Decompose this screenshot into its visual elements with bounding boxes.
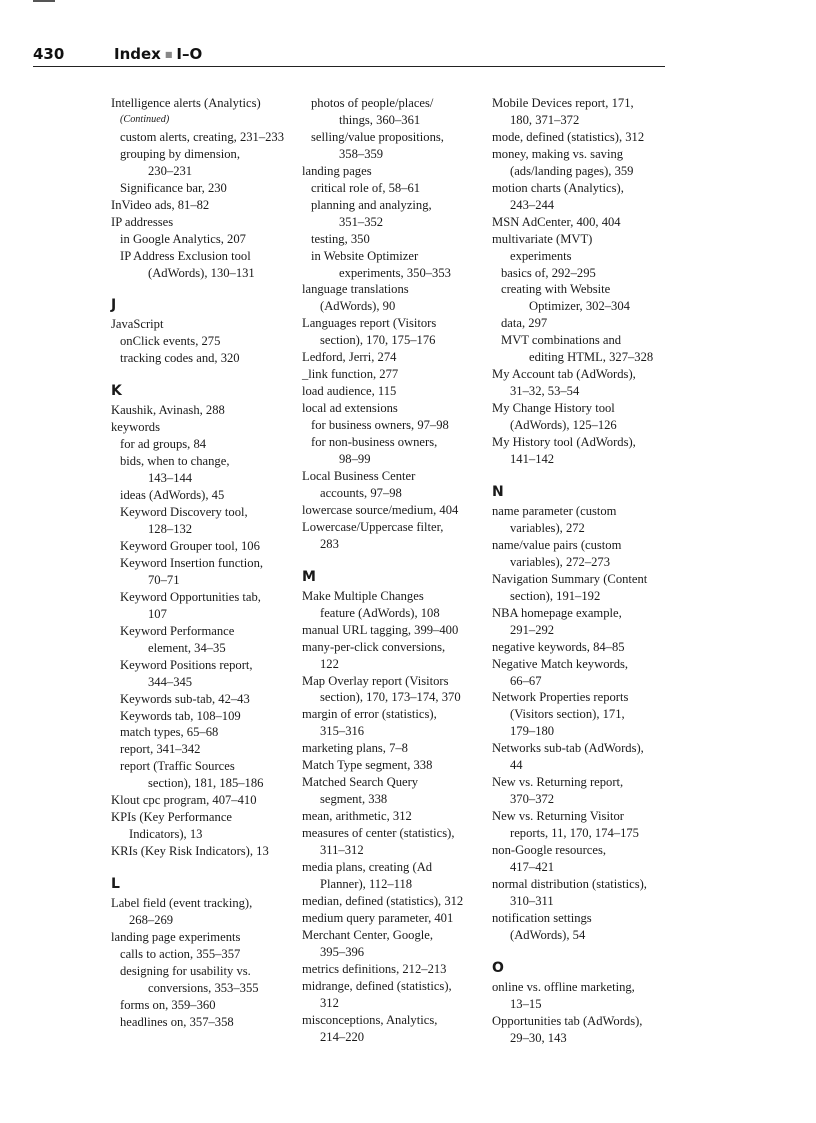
index-entry: load audience, 115 xyxy=(302,384,397,399)
index-entry: metrics definitions, 212–213 xyxy=(302,961,447,976)
index-entry: lowercase source/medium, 404 xyxy=(302,502,459,517)
index-entry: My Account tab (AdWords), xyxy=(492,367,636,382)
page-number: 430 xyxy=(33,45,65,63)
index-entry-continuation: accounts, 97–98 xyxy=(320,485,402,500)
index-entry: KPIs (Key Performance xyxy=(111,810,232,825)
index-entry: medium query parameter, 401 xyxy=(302,910,454,925)
index-entry-continuation: 66–67 xyxy=(510,673,542,688)
continued-note: (Continued) xyxy=(120,113,170,125)
index-subentry: Significance bar, 230 xyxy=(120,180,227,195)
index-entry: Map Overlay report (Visitors xyxy=(302,673,449,688)
index-entry: money, making vs. saving xyxy=(492,146,624,161)
index-entry: measures of center (statistics), xyxy=(302,826,455,841)
index-entry: mean, arithmetic, 312 xyxy=(302,809,412,824)
index-subentry: headlines on, 357–358 xyxy=(120,1014,234,1029)
index-entry: New vs. Returning report, xyxy=(492,775,624,790)
index-entry-continuation: 143–144 xyxy=(148,471,193,486)
index-entry: margin of error (statistics), xyxy=(302,707,437,722)
index-letter-heading: J xyxy=(111,297,117,314)
index-subentry: report, 341–342 xyxy=(120,742,201,757)
index-entry-continuation: 180, 371–372 xyxy=(510,112,580,127)
index-entry: Merchant Center, Google, xyxy=(302,927,433,942)
index-entry-continuation: Indicators), 13 xyxy=(129,827,203,842)
index-entry-continuation: 98–99 xyxy=(339,452,371,467)
index-subentry: Keyword Discovery tool, xyxy=(120,505,248,520)
index-entry-continuation: (AdWords), 90 xyxy=(320,299,396,314)
index-entry-continuation: editing HTML, 327–328 xyxy=(529,350,654,365)
index-entry-continuation: 417–421 xyxy=(510,859,555,874)
index-subentry: in Website Optimizer xyxy=(311,248,419,263)
index-entry: InVideo ads, 81–82 xyxy=(111,197,210,212)
index-subentry: critical role of, 58–61 xyxy=(311,180,421,195)
index-entry-continuation: 315–316 xyxy=(320,724,365,739)
index-letter-heading: L xyxy=(111,876,120,893)
index-entry: Navigation Summary (Content xyxy=(492,571,648,586)
index-entry: misconceptions, Analytics, xyxy=(302,1012,438,1027)
index-subentry: for non-business owners, xyxy=(311,435,438,450)
index-entry: Make Multiple Changes xyxy=(302,588,424,603)
index-entry-continuation: (AdWords), 54 xyxy=(510,927,586,942)
index-entry-continuation: 214–220 xyxy=(320,1029,365,1044)
index-subentry: selling/value propositions, xyxy=(311,129,444,144)
index-letter-heading: M xyxy=(302,568,316,585)
index-subentry: bids, when to change, xyxy=(120,454,230,469)
index-subentry: match types, 65–68 xyxy=(120,725,219,740)
index-entry-continuation: 370–372 xyxy=(510,792,555,807)
index-entry: marketing plans, 7–8 xyxy=(302,741,408,756)
index-entry-continuation: (Visitors section), 171, xyxy=(510,707,625,722)
index-entry: Opportunities tab (AdWords), xyxy=(492,1013,643,1028)
index-entry: JavaScript xyxy=(111,317,164,332)
index-subentry: planning and analyzing, xyxy=(311,197,432,212)
index-entry-continuation: 44 xyxy=(510,758,523,773)
index-entry: Network Properties reports xyxy=(492,690,629,705)
index-entry-continuation: (AdWords), 125–126 xyxy=(510,418,617,433)
index-entry: _link function, 277 xyxy=(302,367,399,382)
index-entry: Klout cpc program, 407–410 xyxy=(111,793,257,808)
index-entry-continuation: 291–292 xyxy=(510,622,555,637)
index-entry: manual URL tagging, 399–400 xyxy=(302,622,459,637)
index-entry-continuation: conversions, 353–355 xyxy=(148,980,259,995)
index-entry: KRIs (Key Risk Indicators), 13 xyxy=(111,844,269,859)
index-entry: notification settings xyxy=(492,910,592,925)
header-separator-icon: ■ xyxy=(164,50,173,59)
index-entry-continuation: Planner), 112–118 xyxy=(320,876,413,891)
index-entry: Ledford, Jerri, 274 xyxy=(302,350,397,365)
index-entry-continuation: experiments, 350–353 xyxy=(339,265,451,280)
index-subentry: calls to action, 355–357 xyxy=(120,946,241,961)
index-entry: New vs. Returning Visitor xyxy=(492,809,624,824)
index-entry-continuation: 358–359 xyxy=(339,146,384,161)
index-entry-continuation: reports, 11, 170, 174–175 xyxy=(510,826,639,841)
index-entry: name parameter (custom xyxy=(492,503,617,518)
index-column-1 xyxy=(111,95,291,1031)
index-subentry: photos of people/places/ xyxy=(311,96,434,110)
index-entry: IP addresses xyxy=(111,214,174,229)
index-subentry: data, 297 xyxy=(501,316,548,331)
index-entry: name/value pairs (custom xyxy=(492,537,622,552)
index-entry-continuation: feature (AdWords), 108 xyxy=(320,605,440,620)
index-letter-heading: K xyxy=(111,383,122,400)
index-entry-continuation: 29–30, 143 xyxy=(510,1030,567,1045)
index-entry: mode, defined (statistics), 312 xyxy=(492,129,645,144)
index-entry: My History tool (AdWords), xyxy=(492,435,636,450)
index-entry-continuation: Optimizer, 302–304 xyxy=(529,299,630,314)
index-entry-continuation: section), 191–192 xyxy=(510,588,601,603)
index-entry-continuation: segment, 338 xyxy=(320,792,388,807)
index-subentry: Keywords sub-tab, 42–43 xyxy=(120,691,250,706)
index-entry: Matched Search Query xyxy=(302,775,419,790)
index-subentry: tracking codes and, 320 xyxy=(120,351,240,366)
index-entry-continuation: 230–231 xyxy=(148,163,193,178)
index-subentry: custom alerts, creating, 231–233 xyxy=(120,129,285,144)
index-entry: MSN AdCenter, 400, 404 xyxy=(492,214,621,229)
index-subentry: for ad groups, 84 xyxy=(120,437,207,452)
index-subentry: for business owners, 97–98 xyxy=(311,418,449,433)
index-entry-continuation: 283 xyxy=(320,536,339,551)
index-entry-continuation: 31–32, 53–54 xyxy=(510,384,580,399)
index-entry-continuation: things, 360–361 xyxy=(339,112,421,127)
index-letter-heading: O xyxy=(492,959,504,976)
index-entry: motion charts (Analytics), xyxy=(492,180,624,195)
index-entry: Negative Match keywords, xyxy=(492,656,629,671)
index-entry-continuation: 128–132 xyxy=(148,522,193,537)
index-entry-continuation: 122 xyxy=(320,656,339,671)
index-column-3 xyxy=(492,95,674,1047)
index-subentry: testing, 350 xyxy=(311,231,370,246)
running-header xyxy=(33,42,665,67)
index-entry: NBA homepage example, xyxy=(492,605,622,620)
index-entry-continuation: 243–244 xyxy=(510,197,555,212)
index-subentry: grouping by dimension, xyxy=(120,146,240,161)
index-entry: Networks sub-tab (AdWords), xyxy=(492,741,644,756)
index-entry-continuation: experiments xyxy=(510,248,572,263)
index-entry: Languages report (Visitors xyxy=(302,316,437,331)
index-subentry: MVT combinations and xyxy=(501,333,622,348)
section-name: Index xyxy=(114,45,161,63)
index-entry: landing pages xyxy=(302,163,372,178)
index-subentry: creating with Website xyxy=(501,282,611,297)
index-entry: keywords xyxy=(111,420,160,435)
index-subentry: in Google Analytics, 207 xyxy=(120,231,246,246)
index-entry-continuation: 107 xyxy=(148,606,167,621)
index-entry: non-Google resources, xyxy=(492,843,607,858)
index-entry: Label field (event tracking), xyxy=(111,896,253,911)
index-entry: local ad extensions xyxy=(302,401,398,416)
index-entry-continuation: variables), 272–273 xyxy=(510,554,611,569)
index-entry-continuation: section), 170, 173–174, 370 xyxy=(320,690,461,705)
index-entry: My Change History tool xyxy=(492,401,615,416)
index-entry-continuation: (ads/landing pages), 359 xyxy=(510,163,634,178)
index-entry-continuation: 310–311 xyxy=(510,893,554,908)
index-entry-continuation: 344–345 xyxy=(148,674,193,689)
index-subentry: onClick events, 275 xyxy=(120,334,221,349)
index-subentry: Keyword Grouper tool, 106 xyxy=(120,538,260,553)
index-entry: media plans, creating (Ad xyxy=(302,859,433,874)
index-entry-continuation: 268–269 xyxy=(129,913,174,928)
index-entry-continuation: 141–142 xyxy=(510,452,555,467)
index-subentry: report (Traffic Sources xyxy=(120,759,235,774)
index-entry: language translations xyxy=(302,282,409,297)
index-subentry: Keyword Opportunities tab, xyxy=(120,589,261,604)
index-entry-continuation: section), 181, 185–186 xyxy=(148,776,264,791)
index-subentry: Keyword Performance xyxy=(120,623,235,638)
index-entry-continuation: 179–180 xyxy=(510,724,555,739)
index-entry-continuation: 70–71 xyxy=(148,572,180,587)
index-entry: Lowercase/Uppercase filter, xyxy=(302,519,444,534)
crop-mark xyxy=(33,0,55,2)
index-entry: normal distribution (statistics), xyxy=(492,876,647,891)
index-subentry: designing for usability vs. xyxy=(120,963,251,978)
index-subentry: Keyword Positions report, xyxy=(120,657,253,672)
header-title xyxy=(114,45,202,63)
index-entry-continuation: 311–312 xyxy=(320,843,364,858)
index-entry: Intelligence alerts (Analytics) xyxy=(111,96,261,110)
index-subentry: Keywords tab, 108–109 xyxy=(120,708,241,723)
index-subentry: Keyword Insertion function, xyxy=(120,555,264,570)
index-entry-continuation: element, 34–35 xyxy=(148,640,226,655)
index-entry: Local Business Center xyxy=(302,468,416,483)
index-entry-continuation: 351–352 xyxy=(339,214,384,229)
index-entry-continuation: (AdWords), 130–131 xyxy=(148,265,255,280)
index-entry-continuation: 312 xyxy=(320,995,339,1010)
index-subentry: basics of, 292–295 xyxy=(501,265,596,280)
index-entry: multivariate (MVT) xyxy=(492,231,593,246)
index-entry: Mobile Devices report, 171, xyxy=(492,96,634,110)
index-subentry: IP Address Exclusion tool xyxy=(120,248,251,263)
index-entry-continuation: variables), 272 xyxy=(510,520,585,535)
index-subentry: forms on, 359–360 xyxy=(120,997,216,1012)
index-entry-continuation: 395–396 xyxy=(320,944,365,959)
index-entry: online vs. offline marketing, xyxy=(492,979,635,994)
index-entry: many-per-click conversions, xyxy=(302,639,446,654)
index-entry-continuation: 13–15 xyxy=(510,996,542,1011)
index-entry: midrange, defined (statistics), xyxy=(302,978,452,993)
index-entry: Match Type segment, 338 xyxy=(302,758,433,773)
index-entry: median, defined (statistics), 312 xyxy=(302,893,464,908)
index-entry: negative keywords, 84–85 xyxy=(492,639,625,654)
index-subentry: ideas (AdWords), 45 xyxy=(120,488,225,503)
index-entry-continuation: section), 170, 175–176 xyxy=(320,333,436,348)
index-entry: Kaushik, Avinash, 288 xyxy=(111,403,225,418)
index-letter-heading: N xyxy=(492,483,504,500)
letter-range: I–O xyxy=(176,45,203,63)
index-entry: landing page experiments xyxy=(111,929,241,944)
index-column-2 xyxy=(302,95,484,1045)
